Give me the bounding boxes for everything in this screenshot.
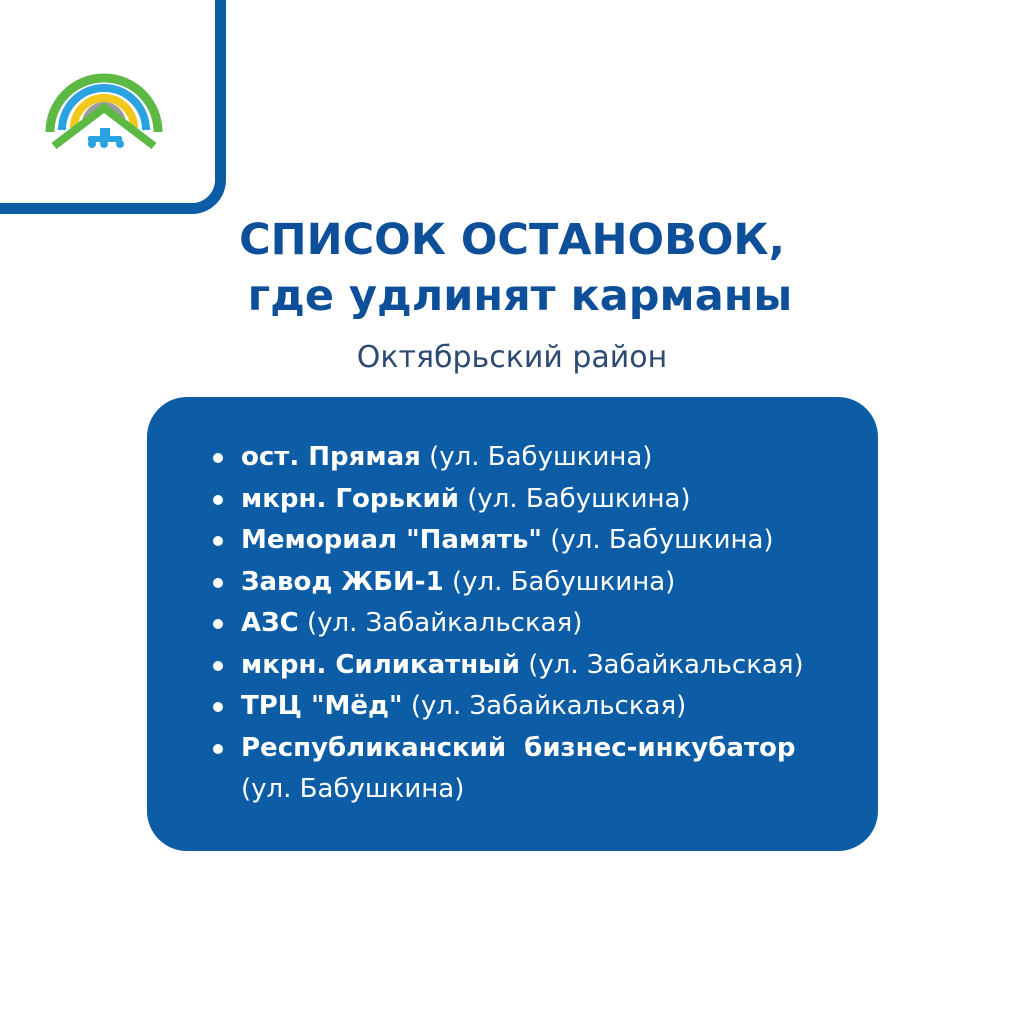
list-item bbox=[213, 686, 804, 728]
stop-name: мкрн. Горький bbox=[241, 483, 459, 514]
stop-street: (ул. Бабушкина) bbox=[467, 483, 691, 514]
stop-name: мкрн. Силикатный bbox=[241, 649, 520, 680]
stop-street: (ул. Забайкальская) bbox=[410, 691, 687, 721]
stop-name: ТРЦ "Мёд" bbox=[241, 691, 403, 721]
bullet-icon bbox=[213, 578, 223, 588]
stop-name: АЗС bbox=[241, 608, 299, 638]
list-item bbox=[213, 479, 804, 521]
list-item bbox=[213, 645, 804, 687]
stop-name: Мемориал "Память" bbox=[241, 525, 542, 555]
stop-street: (ул. Бабушкина) bbox=[241, 774, 465, 804]
stop-street: (ул. Бабушкина) bbox=[550, 525, 774, 555]
stop-street: (ул. Забайкальская) bbox=[528, 649, 804, 680]
stop-list bbox=[213, 437, 804, 811]
bullet-icon bbox=[213, 702, 223, 712]
list-item bbox=[213, 728, 804, 811]
bullet-icon bbox=[213, 619, 223, 629]
list-item bbox=[213, 603, 804, 645]
stop-street: (ул. Бабушкина) bbox=[451, 566, 676, 597]
page-title-line-2: где удлинят карманы bbox=[247, 271, 793, 321]
page-title-line-1: СПИСОК ОСТАНОВОК, bbox=[239, 215, 785, 265]
bullet-icon bbox=[213, 453, 223, 463]
stop-name: ост. Прямая bbox=[241, 442, 421, 472]
stop-street: (ул. Забайкальская) bbox=[306, 608, 583, 638]
bullet-icon bbox=[213, 744, 223, 754]
bullet-icon bbox=[213, 495, 223, 505]
bullet-icon bbox=[213, 661, 223, 671]
bullet-icon bbox=[213, 536, 223, 546]
list-item bbox=[213, 520, 804, 562]
road-arch-logo-icon bbox=[42, 40, 166, 158]
district-subtitle: Октябрьский район bbox=[356, 340, 668, 375]
stop-street: (ул. Бабушкина) bbox=[429, 442, 653, 472]
stop-name: Завод ЖБИ-1 bbox=[241, 566, 444, 597]
stop-name: Республиканский бизнес-инкубатор bbox=[241, 732, 796, 763]
list-item bbox=[213, 437, 804, 479]
list-item bbox=[213, 562, 804, 604]
